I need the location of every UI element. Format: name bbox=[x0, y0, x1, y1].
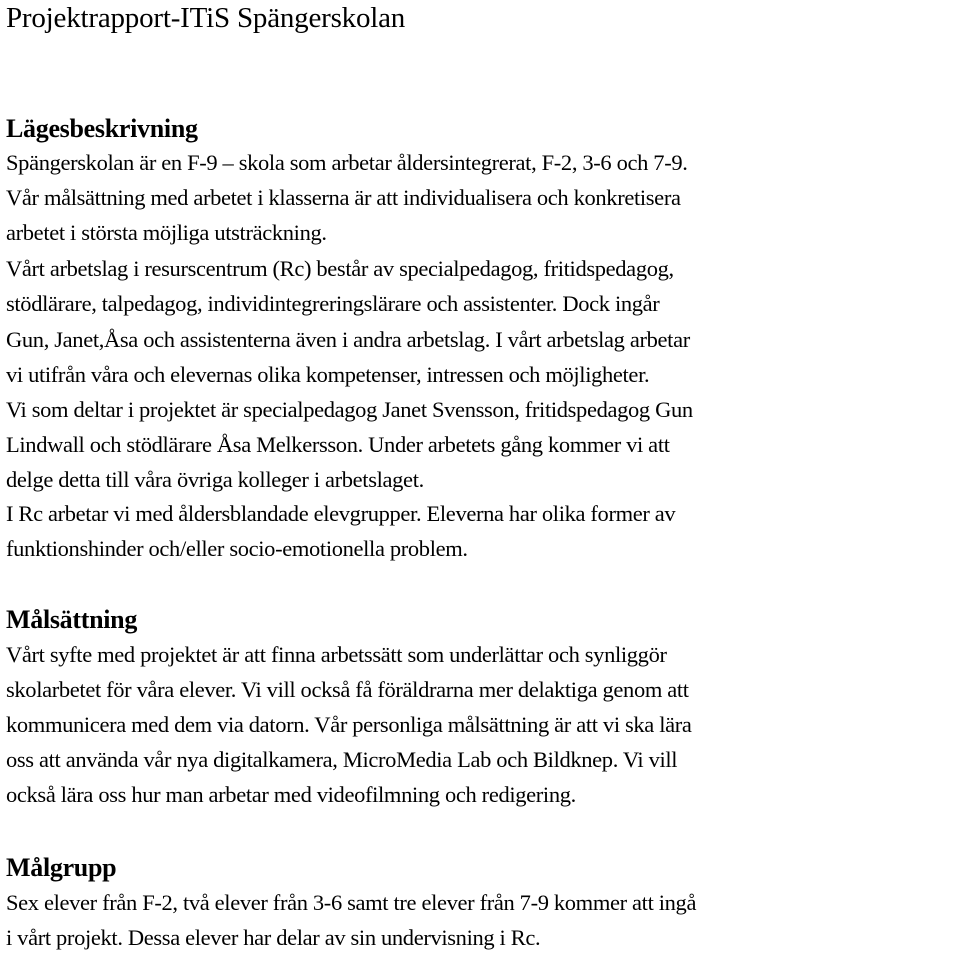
document-title: Projektrapport-ITiS Spängerskolan bbox=[6, 2, 406, 34]
section-heading: Lägesbeskrivning bbox=[6, 114, 198, 143]
paragraph-line: oss att använda vår nya digitalkamera, MicroMedia Lab och Bildknep. Vi vill bbox=[6, 747, 678, 772]
section-heading: Målgrupp bbox=[6, 853, 117, 882]
paragraph-line: delge detta till våra övriga kolleger i arbetslaget. bbox=[6, 467, 424, 492]
paragraph-line: Vårt syfte med projektet är att finna arbetssätt som underlättar och synliggör bbox=[6, 642, 667, 667]
paragraph-line: Vår målsättning med arbetet i klasserna är att individualisera och konkretisera bbox=[6, 185, 681, 210]
paragraph-line: Spängerskolan är en F-9 – skola som arbetar åldersintegrerat, F-2, 3-6 och 7-9. bbox=[6, 150, 688, 175]
paragraph-line: funktionshinder och/eller socio-emotionella problem. bbox=[6, 536, 468, 561]
paragraph-line: vi utifrån våra och elevernas olika kompetenser, intressen och möjligheter. bbox=[6, 362, 650, 387]
paragraph-line: i vårt projekt. Dessa elever har delar av sin undervisning i Rc. bbox=[6, 925, 541, 950]
paragraph-line: Sex elever från F-2, två elever från 3-6 samt tre elever från 7-9 kommer att ingå bbox=[6, 890, 697, 915]
paragraph-line: skolarbetet för våra elever. Vi vill också få föräldrarna mer delaktiga genom att bbox=[6, 677, 689, 702]
paragraph-line: Lindwall och stödlärare Åsa Melkersson. Under arbetets gång kommer vi att bbox=[6, 432, 670, 457]
section-heading: Målsättning bbox=[6, 605, 138, 634]
paragraph-line: kommunicera med dem via datorn. Vår personliga målsättning är att vi ska lära bbox=[6, 712, 692, 737]
paragraph-line: också lära oss hur man arbetar med videofilmning och redigering. bbox=[6, 782, 576, 807]
paragraph-line: stödlärare, talpedagog, individintegreringslärare och assistenter. Dock ingår bbox=[6, 291, 660, 316]
paragraph-line: Gun, Janet,Åsa och assistenterna även i andra arbetslag. I vårt arbetslag arbetar bbox=[6, 327, 690, 352]
paragraph-line: Vi som deltar i projektet är specialpedagog Janet Svensson, fritidspedagog Gun bbox=[6, 397, 693, 422]
paragraph-line: arbetet i största möjliga utsträckning. bbox=[6, 220, 327, 245]
paragraph-line: I Rc arbetar vi med åldersblandade elevgrupper. Eleverna har olika former av bbox=[6, 501, 676, 526]
paragraph-line: Vårt arbetslag i resurscentrum (Rc) består av specialpedagog, fritidspedagog, bbox=[6, 256, 674, 281]
